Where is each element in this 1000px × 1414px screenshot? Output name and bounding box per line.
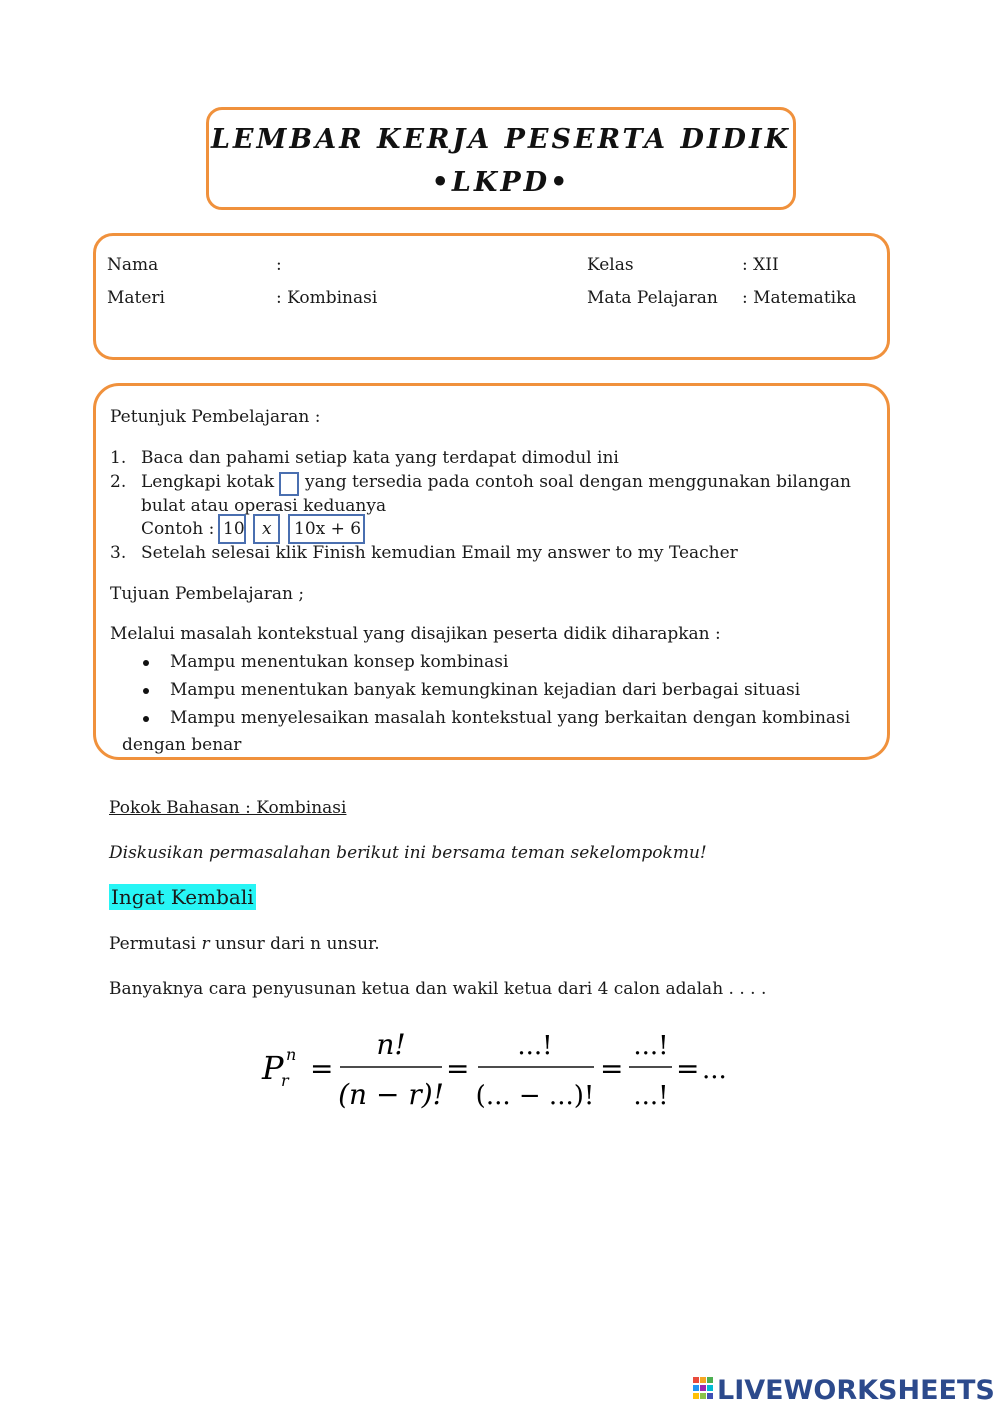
fraction-3-denominator: ...! bbox=[633, 1081, 669, 1111]
title-box bbox=[206, 107, 796, 210]
guide-item-2-text-b: yang tersedia pada contoh soal dengan menggunakan bilangan bbox=[305, 472, 851, 492]
guide-item-3-number: 3. bbox=[110, 543, 127, 563]
fraction-2-numerator: ...! bbox=[517, 1031, 553, 1061]
logo-square bbox=[700, 1393, 706, 1399]
permutation-text-b: unsur dari n unsur. bbox=[215, 934, 380, 954]
materi-label: Materi bbox=[107, 288, 165, 308]
equals-1: = bbox=[310, 1052, 334, 1085]
goal-1: Mampu menentukan konsep kombinasi bbox=[170, 652, 509, 672]
goal-tail: dengan benar bbox=[122, 735, 242, 755]
example-box-10 bbox=[218, 514, 246, 544]
guide-item-2-text-a: Lengkapi kotak bbox=[141, 472, 275, 492]
example-box-x-text: x bbox=[262, 519, 272, 539]
fraction-1-denominator: (n − r)! bbox=[338, 1078, 444, 1111]
kelas-label: Kelas bbox=[587, 255, 634, 275]
permutation-text bbox=[109, 934, 380, 954]
goal-intro: Melalui masalah kontekstual yang disajikan peserta didik diharapkan : bbox=[110, 624, 721, 644]
logo-square bbox=[707, 1393, 713, 1399]
logo-square bbox=[700, 1385, 706, 1391]
formula-svg bbox=[258, 1022, 738, 1122]
logo-square bbox=[700, 1377, 706, 1383]
guide-item-1-number: 1. bbox=[110, 448, 127, 468]
mapel-value: : Matematika bbox=[742, 288, 857, 308]
example-empty-box bbox=[279, 472, 299, 496]
fraction-1-numerator: n! bbox=[376, 1028, 406, 1061]
nama-value: : bbox=[276, 255, 282, 275]
equals-4: = bbox=[676, 1052, 700, 1085]
guide-heading: Petunjuk Pembelajaran : bbox=[110, 407, 321, 427]
guide-item-1-text: Baca dan pahami setiap kata yang terdapat dimodul ini bbox=[141, 448, 619, 468]
question-text: Banyaknya cara penyusunan ketua dan wakil ketua dari 4 calon adalah . . . . bbox=[109, 979, 767, 999]
formula-sub-r: r bbox=[281, 1071, 289, 1090]
logo-square bbox=[707, 1377, 713, 1383]
topic-heading: Pokok Bahasan : Kombinasi bbox=[109, 798, 347, 818]
example-box-expr bbox=[288, 514, 365, 544]
kelas-value: : XII bbox=[742, 255, 779, 275]
formula-sup-n: n bbox=[286, 1045, 297, 1064]
bullet-1 bbox=[143, 660, 149, 666]
fraction-3-numerator: ...! bbox=[633, 1031, 669, 1061]
formula-P: P bbox=[262, 1049, 284, 1087]
recall-heading: Ingat Kembali bbox=[111, 885, 254, 909]
mapel-label: Mata Pelajaran bbox=[587, 288, 718, 308]
logo-square bbox=[707, 1385, 713, 1391]
logo-square bbox=[693, 1393, 699, 1399]
title-line-1: LEMBAR KERJA PESERTA DIDIK bbox=[210, 124, 792, 155]
nama-label: Nama bbox=[107, 255, 159, 275]
permutation-formula bbox=[258, 1022, 738, 1122]
permutation-r: r bbox=[201, 934, 210, 954]
goal-heading: Tujuan Pembelajaran ; bbox=[110, 584, 305, 604]
logo-square bbox=[693, 1377, 699, 1383]
example-box-x bbox=[253, 514, 280, 544]
logo-text: LIVEWORKSHEETS bbox=[717, 1375, 995, 1406]
title-line-2: •LKPD• bbox=[431, 167, 571, 198]
guide-box bbox=[93, 383, 890, 760]
guide-item-2-number: 2. bbox=[110, 472, 127, 492]
materi-value: : Kombinasi bbox=[276, 288, 378, 308]
formula-result: ... bbox=[702, 1055, 727, 1085]
logo-square bbox=[693, 1385, 699, 1391]
student-info-box bbox=[93, 233, 890, 360]
bullet-2 bbox=[143, 688, 149, 694]
example-box-10-text: 10 bbox=[223, 519, 245, 539]
liveworksheets-logo bbox=[693, 1374, 993, 1406]
goal-3: Mampu menyelesaikan masalah kontekstual yang berkaitan dengan kombinasi bbox=[170, 708, 851, 728]
bullet-3 bbox=[143, 716, 149, 722]
example-box-expr-text: 10x + 6 bbox=[294, 519, 362, 539]
example-label: Contoh : bbox=[141, 519, 215, 539]
guide-item-2-text-c: bulat atau operasi keduanya bbox=[141, 496, 387, 516]
goal-2: Mampu menentukan banyak kemungkinan kejadian dari berbagai situasi bbox=[170, 680, 801, 700]
equals-3: = bbox=[600, 1052, 624, 1085]
equals-2: = bbox=[446, 1052, 470, 1085]
fraction-2-denominator: (... − ...)! bbox=[475, 1081, 595, 1111]
logo-grid-icon bbox=[693, 1377, 715, 1401]
guide-item-3-text: Setelah selesai klik Finish kemudian Email my answer to my Teacher bbox=[141, 543, 738, 563]
permutation-text-a: Permutasi bbox=[109, 934, 197, 954]
discussion-instruction: Diskusikan permasalahan berikut ini bersama teman sekelompokmu! bbox=[109, 843, 707, 863]
